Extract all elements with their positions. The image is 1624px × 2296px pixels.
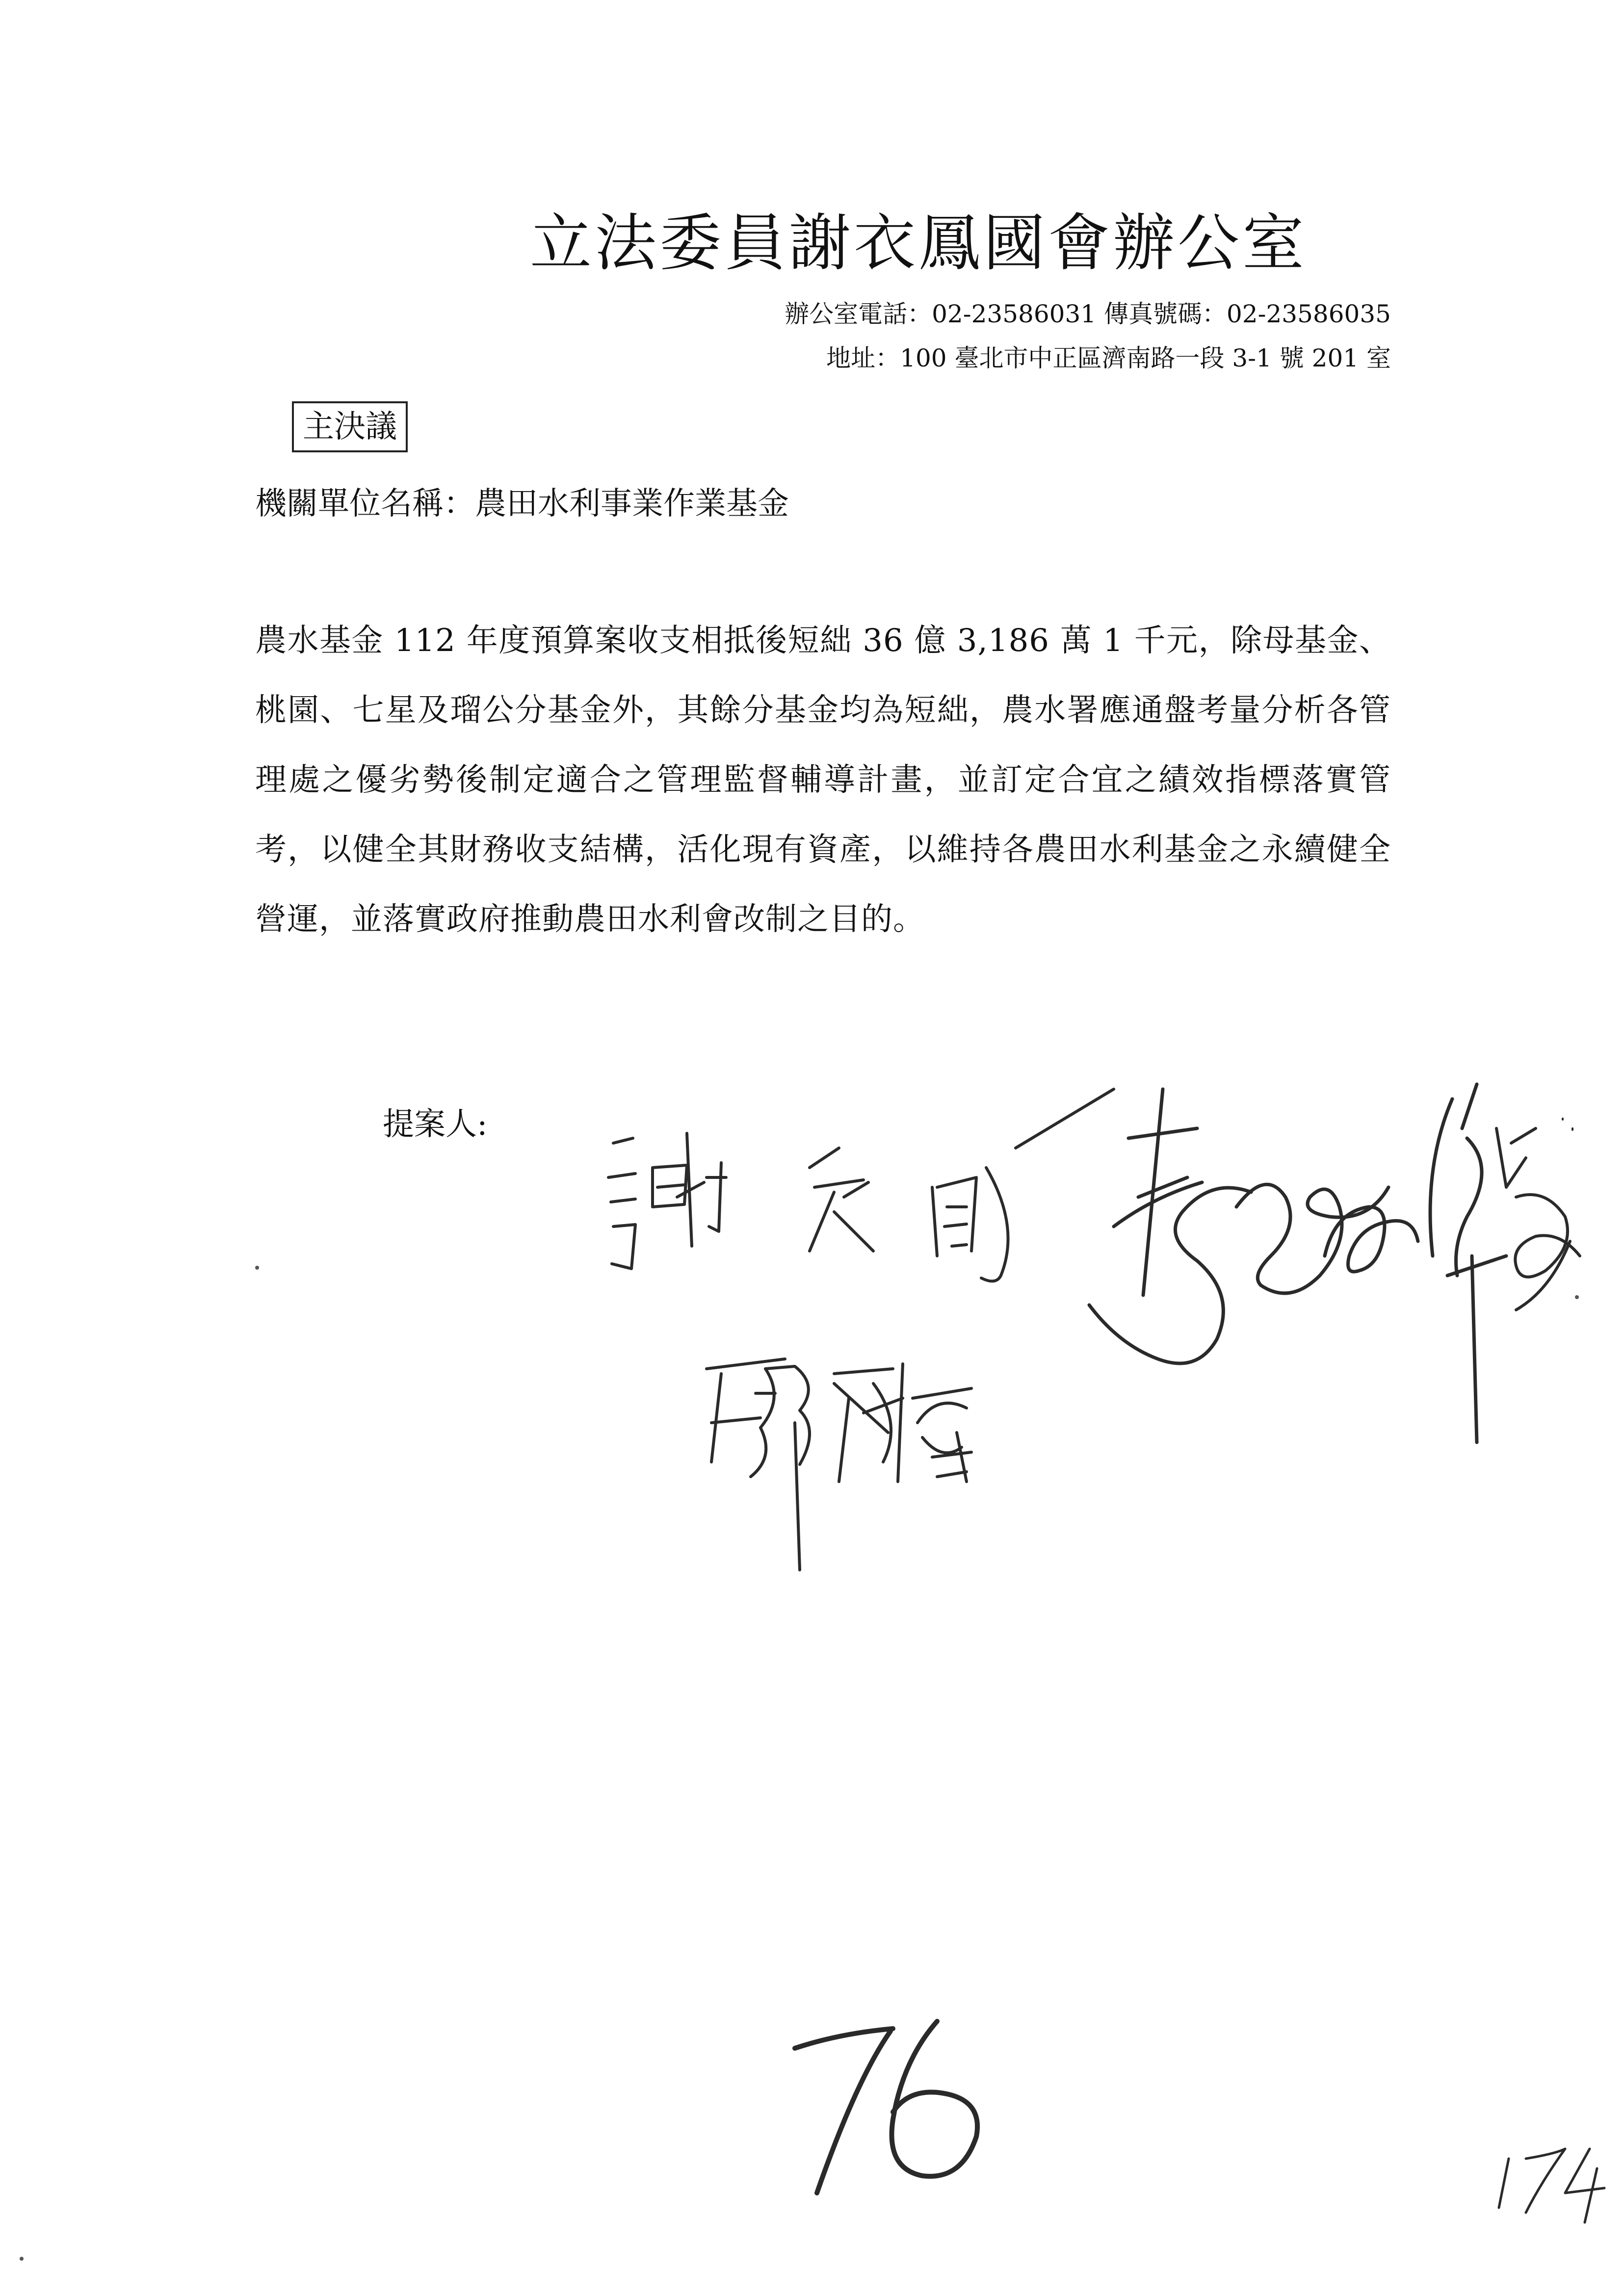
handwritten-page-number	[795, 2021, 977, 2193]
agency-label: 機關單位名稱：	[255, 486, 475, 522]
proposer-label: 提案人:	[383, 1106, 488, 1143]
decision-type-box: 主決議	[292, 401, 408, 452]
scan-speck	[1575, 1295, 1579, 1299]
agency-name: 農田水利事業作業基金	[475, 486, 789, 522]
signature-2	[1089, 1084, 1580, 1442]
signature-3	[707, 1359, 971, 1570]
handwritten-archive-number	[1499, 2149, 1604, 2222]
agency-line	[255, 478, 789, 523]
scan-speck	[20, 2257, 24, 2261]
scan-speck	[255, 1266, 259, 1270]
office-title: 立法委員謝衣鳳國會辦公室	[530, 207, 1307, 279]
office-phone-line: 辦公室電話：02-23586031 傳真號碼：02-23586035	[785, 300, 1391, 328]
resolution-body: 農水基金 112 年度預算案收支相抵後短絀 36 億 3,186 萬 1 千元，除母基金、桃園、七星及瑠公分基金外，其餘分基金均為短絀，農水署應通盤考量分析各管理處之優劣勢後制定適合之管理監督輔導計畫，並訂定合宜之績效指標落實管考，以健全其財務收支結構，活化現有資產，以維持各農田水利基金之永續健全營運，並落實政府推動農田水利會改制之目的。	[255, 623, 1391, 938]
office-address-line: 地址：100 臺北市中正區濟南路一段 3-1 號 201 室	[826, 344, 1391, 372]
signature-1	[608, 1089, 1114, 1281]
